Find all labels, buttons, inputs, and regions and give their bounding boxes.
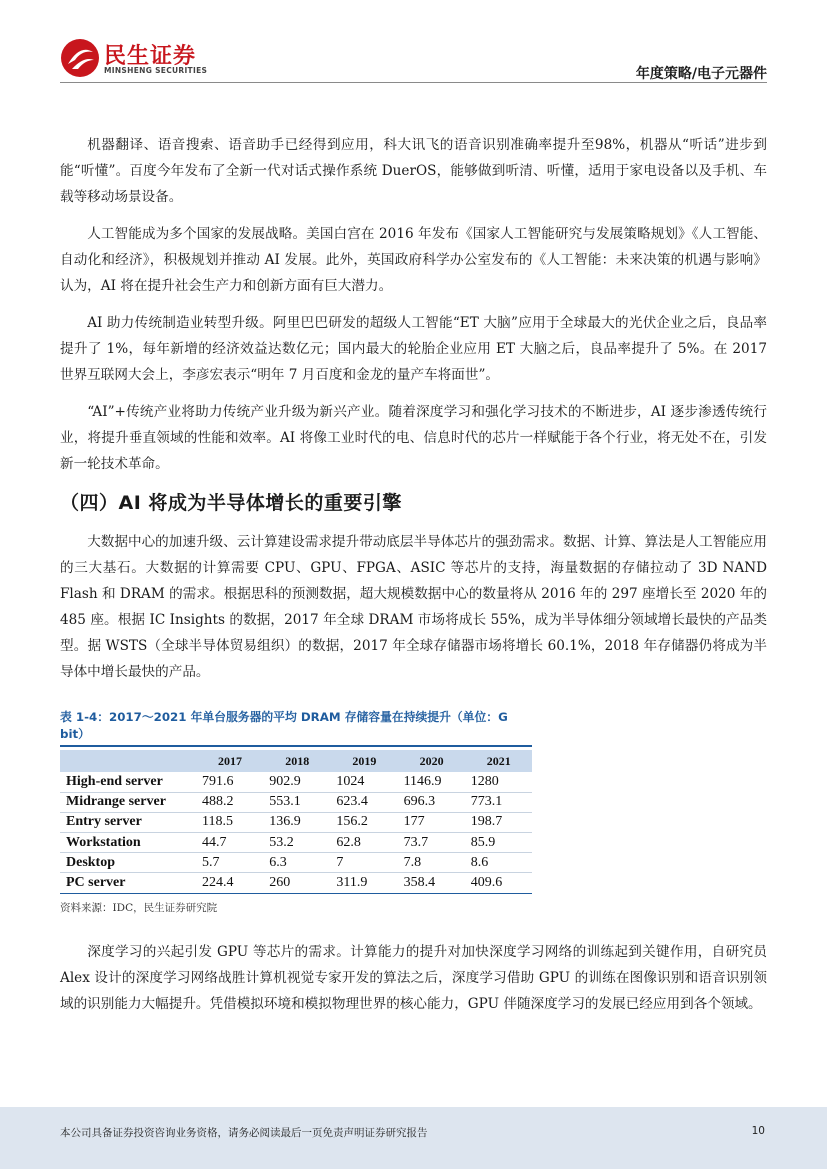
row-label: Desktop [60, 853, 196, 873]
paragraph: 人工智能成为多个国家的发展战略。美国白宫在 2016 年发布《国家人工智能研究与发展策略规划》《人工智能、自动化和经济》，积极规划并推动 AI 发展。此外，英国政府科学办公室发布的《人工智能：未来决策的机遇与影响》认为，AI 将在提升社会生产力和创新方面有巨大潜力。 [60, 226, 767, 294]
header-divider [60, 82, 767, 83]
table-cell: 8.6 [465, 853, 532, 873]
table-cell: 53.2 [263, 833, 330, 853]
table-header-cell: 2018 [263, 750, 330, 772]
table-cell: 623.4 [330, 792, 397, 812]
table-row [60, 853, 532, 873]
page-number: 10 [751, 1125, 765, 1137]
table-cell: 260 [263, 873, 330, 893]
table-header-cell: 2019 [330, 750, 397, 772]
paragraph: 机器翻译、语音搜索、语音助手已经得到应用，科大讯飞的语音识别准确率提升至98%，机器从“听话”进步到能“听懂”。百度今年发布了全新一代对话式操作系统 DuerOS，能够做到听清、听懂，适用于家电设备以及手机、车载等移动场景设备。 [60, 137, 767, 205]
table-cell: 7 [330, 853, 397, 873]
table-header-cell: 2017 [196, 750, 263, 772]
table-cell: 1280 [465, 772, 532, 792]
table-row [60, 833, 532, 853]
table-row [60, 792, 532, 812]
table-row [60, 812, 532, 832]
table-row [60, 873, 532, 893]
table-header-cell: 2021 [465, 750, 532, 772]
row-label: Entry server [60, 812, 196, 832]
table-cell: 553.1 [263, 792, 330, 812]
table-cell: 902.9 [263, 772, 330, 792]
table-caption: 表 1-4：2017～2021 年单台服务器的平均 DRAM 存储容量在持续提升（单位：G bit） [60, 708, 532, 747]
table-cell: 409.6 [465, 873, 532, 893]
paragraph: 深度学习的兴起引发 GPU 等芯片的需求。计算能力的提升对加快深度学习网络的训练起到关键作用，自研究员 Alex 设计的深度学习网络战胜计算机视觉专家开发的算法之后，深度学习借助 GPU 的训练在图像识别和语音识别领域的识别能力大幅提升。凭借模拟环境和模拟物理世界的核心能力，GPU 伴随深度学习的发展已经应用到各个领域。 [60, 943, 767, 1012]
table-cell: 44.7 [196, 833, 263, 853]
paragraph: AI 助力传统制造业转型升级。阿里巴巴研发的超级人工智能“ET 大脑”应用于全球最大的光伏企业之后，良品率提升了 1%，每年新增的经济效益达数亿元；国内最大的轮胎企业应用 ET 大脑之后，良品率提升了 5%。在 2017 世界互联网大会上，李彦宏表示“明年 7 月百度和金龙的量产车将面世”。 [60, 315, 767, 383]
table-cell: 311.9 [330, 873, 397, 893]
company-logo [60, 38, 220, 82]
paragraph: 大数据中心的加速升级、云计算建设需求提升带动底层半导体芯片的强劲需求。数据、计算、算法是人工智能应用的三大基石。大数据的计算需要 CPU、GPU、FPGA、ASIC 等芯片的支持，海量数据的存储拉动了 3D NAND Flash 和 DRAM 的需求。根据思科的预测数据，超大规模数据中心的数量将从 2016 年的 297 座增长至 2020 年的 485 座。根据 IC Insights 的数据，2017 年全球 DRAM 市场将成长 55%，成为半导体细分领域增长最快的产品类型。据 WSTS（全球半导体贸易组织）的数据，2017 年全球存储器市场将增长 60.1%，2018 年存储器仍将成为半导体中增长最快的产品。 [60, 534, 767, 680]
row-label: High-end server [60, 772, 196, 792]
table-cell: 7.8 [398, 853, 465, 873]
table-cell: 6.3 [263, 853, 330, 873]
logo-mark-icon [60, 38, 100, 78]
table-row [60, 772, 532, 792]
row-label: Workstation [60, 833, 196, 853]
logo-text-cn: 民生证券 [104, 44, 197, 69]
report-body [60, 132, 767, 1028]
row-label: Midrange server [60, 792, 196, 812]
table-header-cell: 2020 [398, 750, 465, 772]
page-header [0, 0, 827, 90]
dram-capacity-table [60, 750, 532, 894]
footer-disclaimer: 本公司具备证券投资咨询业务资格，请务必阅读最后一页免责声明证券研究报告 [60, 1127, 428, 1139]
table-cell: 73.7 [398, 833, 465, 853]
table-cell: 177 [398, 812, 465, 832]
table-cell: 118.5 [196, 812, 263, 832]
section-heading: （四）AI 将成为半导体增长的重要引擎 [60, 492, 402, 514]
table-cell: 224.4 [196, 873, 263, 893]
table-cell: 773.1 [465, 792, 532, 812]
table-cell: 85.9 [465, 833, 532, 853]
page-footer [0, 1107, 827, 1169]
table-cell: 136.9 [263, 812, 330, 832]
row-label: PC server [60, 873, 196, 893]
logo-text-en: MINSHENG SECURITIES [104, 66, 208, 75]
table-cell: 198.7 [465, 812, 532, 832]
paragraph: “AI”+传统产业将助力传统产业升级为新兴产业。随着深度学习和强化学习技术的不断进步，AI 逐步渗透传统行业，将提升垂直领域的性能和效率。AI 将像工业时代的电、信息时代的芯片一样赋能于各个行业，将无处不在，引发新一轮技术革命。 [60, 404, 767, 472]
table-header-cell [60, 750, 196, 772]
table-cell: 696.3 [398, 792, 465, 812]
table-header-row [60, 750, 532, 772]
table-cell: 358.4 [398, 873, 465, 893]
table-cell: 1024 [330, 772, 397, 792]
report-category: 年度策略/电子元器件 [635, 66, 767, 82]
table-cell: 791.6 [196, 772, 263, 792]
table-cell: 1146.9 [398, 772, 465, 792]
table-cell: 488.2 [196, 792, 263, 812]
table-cell: 156.2 [330, 812, 397, 832]
table-cell: 5.7 [196, 853, 263, 873]
table-cell: 62.8 [330, 833, 397, 853]
table-source-note: 资料来源：IDC，民生证券研究院 [60, 901, 218, 914]
